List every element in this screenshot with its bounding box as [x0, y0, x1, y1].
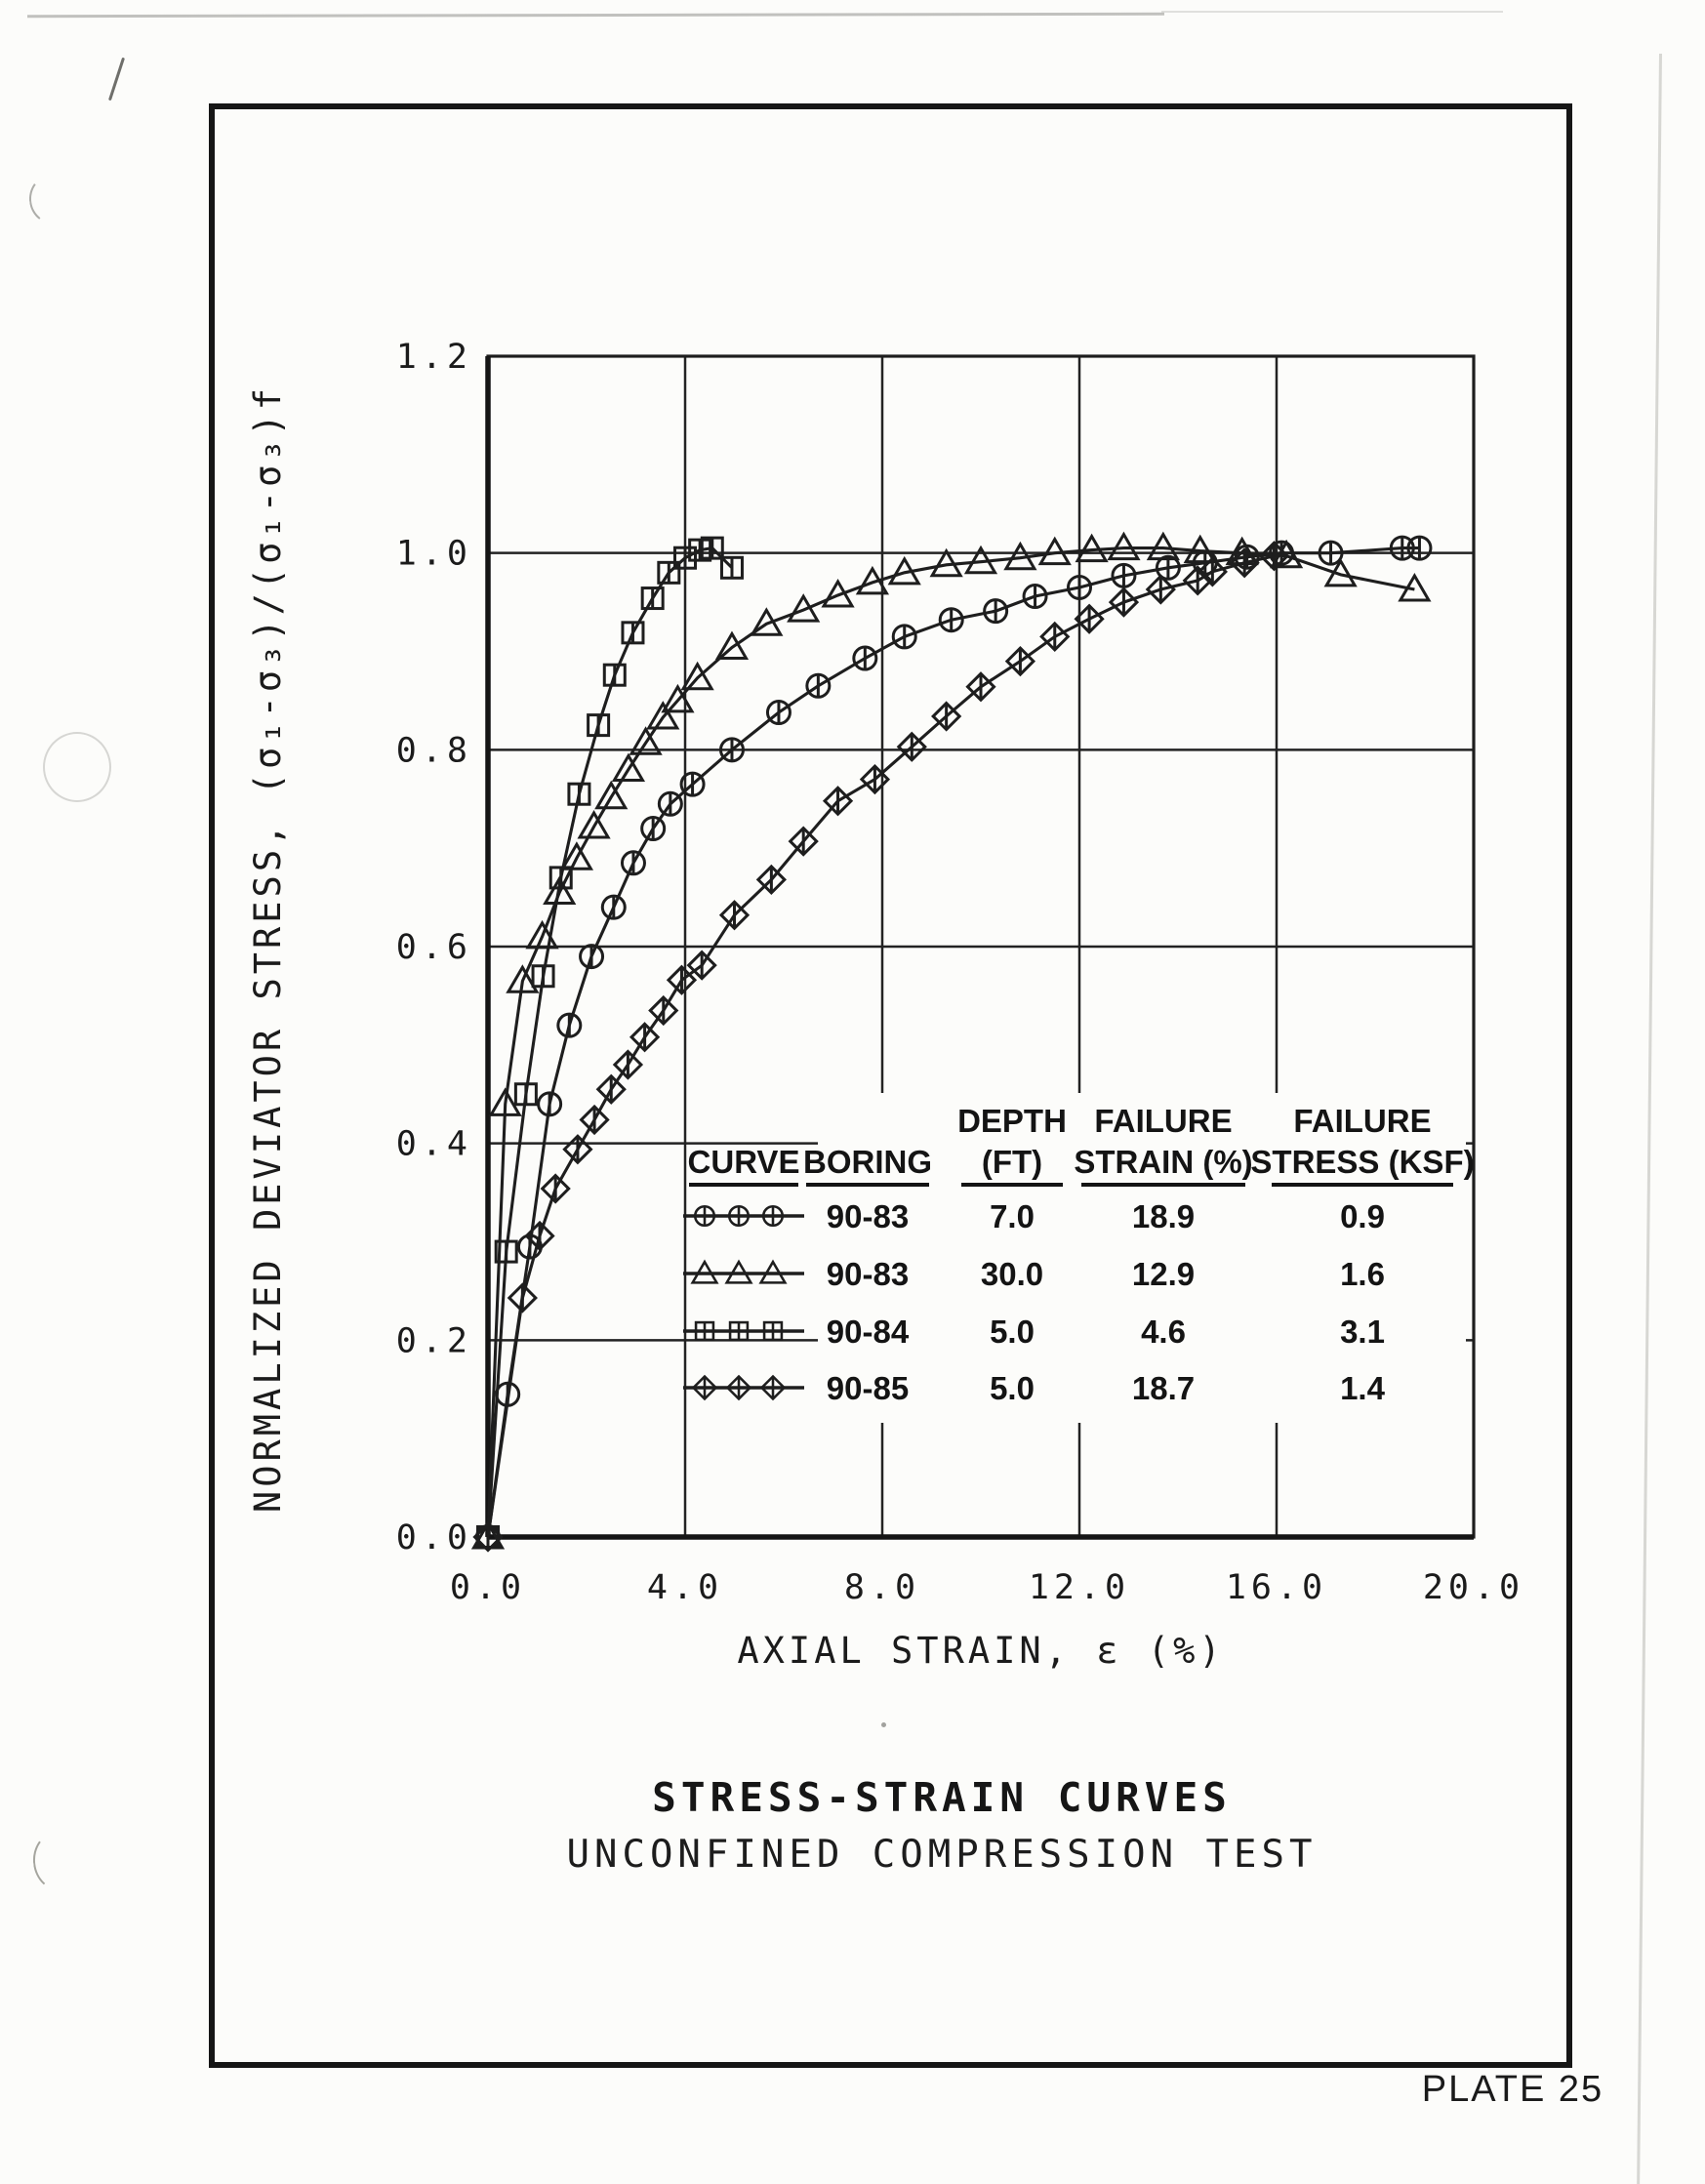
marker-diamond-icon	[509, 1284, 536, 1311]
y-tick-label: 1.0	[395, 534, 472, 574]
legend-header: STRAIN (%)	[1074, 1144, 1253, 1180]
legend-header: STRESS (KSF)	[1250, 1144, 1475, 1180]
marker-circle-icon	[602, 896, 625, 918]
x-tick-label: 12.0	[1028, 1568, 1131, 1607]
legend-cell: 7.0	[990, 1198, 1035, 1234]
marker-square-icon	[589, 715, 609, 736]
marker-circle-icon	[558, 1014, 581, 1036]
marker-circle-icon	[659, 792, 681, 815]
legend-cell: 4.6	[1141, 1314, 1186, 1350]
legend-header: FAILURE	[1094, 1103, 1233, 1139]
legend-cell: 90-83	[826, 1198, 910, 1234]
marker-diamond-icon	[689, 952, 715, 979]
marker-circle-icon	[581, 946, 603, 968]
legend-cell: 1.6	[1340, 1256, 1385, 1292]
y-tick-label: 0.0	[395, 1518, 472, 1557]
y-tick-label: 0.4	[395, 1124, 472, 1164]
legend-cell: 5.0	[990, 1370, 1035, 1406]
legend-header: BORING	[803, 1144, 932, 1180]
marker-square-icon	[623, 623, 643, 643]
title-block	[215, 1774, 1669, 1877]
marker-circle-icon	[807, 674, 830, 697]
marker-circle-icon	[1069, 576, 1091, 598]
y-tick-label: 1.2	[395, 338, 472, 377]
marker-square-icon	[604, 665, 625, 685]
marker-diamond-icon	[650, 997, 676, 1024]
legend-header: CURVE	[687, 1144, 800, 1180]
marker-circle-icon	[622, 852, 644, 874]
legend-header: DEPTH	[957, 1103, 1067, 1139]
y-tick-labels	[396, 338, 472, 1557]
chart-title: STRESS-STRAIN CURVES	[652, 1774, 1232, 1821]
marker-circle-icon	[854, 647, 876, 669]
legend-cell: 30.0	[980, 1256, 1044, 1292]
legend-cell: 1.4	[1340, 1370, 1385, 1406]
marker-diamond-icon	[582, 1107, 608, 1133]
legend-cell: 3.1	[1340, 1314, 1385, 1350]
x-axis-label: AXIAL STRAIN, ε (%)	[737, 1630, 1225, 1672]
marker-circle-icon	[767, 702, 790, 724]
legend-header: (FT)	[981, 1144, 1043, 1180]
legend-cell: 0.9	[1340, 1198, 1385, 1234]
legend-cell: 90-85	[826, 1370, 910, 1406]
marker-square-icon	[569, 784, 589, 804]
plate-label: PLATE 25	[1421, 2069, 1604, 2110]
legend-cell: 90-84	[826, 1314, 910, 1350]
legend-cell: 5.0	[990, 1314, 1035, 1350]
marker-diamond-icon	[1007, 648, 1034, 674]
chart-generated-layer	[396, 338, 1524, 1607]
y-tick-label: 0.8	[395, 731, 472, 771]
legend-cell: 90-83	[826, 1256, 910, 1292]
marker-square-icon	[533, 966, 553, 987]
y-axis-label: NORMALIZED DEVIATOR STRESS, (σ₁-σ₃)/(σ₁-σ₃)f	[247, 384, 289, 1514]
marker-circle-icon	[1024, 586, 1046, 608]
marker-circle-icon	[893, 626, 915, 648]
x-tick-label: 0.0	[449, 1568, 527, 1607]
legend-cell: 18.9	[1131, 1198, 1196, 1234]
marker-circle-icon	[985, 600, 1007, 623]
marker-diamond-icon	[669, 967, 695, 993]
marker-diamond-icon	[1111, 589, 1137, 616]
marker-circle-icon	[539, 1093, 561, 1115]
x-tick-label: 16.0	[1225, 1568, 1328, 1607]
legend-cell: 12.9	[1131, 1256, 1196, 1292]
y-tick-label: 0.6	[395, 928, 472, 967]
x-tick-label: 8.0	[843, 1568, 921, 1607]
marker-square-icon	[515, 1084, 536, 1105]
marker-circle-icon	[940, 609, 962, 631]
x-tick-labels	[450, 1568, 1524, 1607]
marker-diamond-icon	[615, 1052, 641, 1078]
legend-header: FAILURE	[1293, 1103, 1432, 1139]
marker-diamond-icon	[1041, 624, 1068, 650]
marker-diamond-icon	[631, 1024, 658, 1050]
y-tick-label: 0.2	[395, 1321, 472, 1361]
marker-diamond-icon	[598, 1076, 625, 1103]
legend-cell: 18.7	[1131, 1370, 1196, 1406]
marker-diamond-icon	[564, 1136, 590, 1162]
chart-subtitle: UNCONFINED COMPRESSION TEST	[566, 1833, 1318, 1877]
marker-diamond-icon	[543, 1176, 569, 1202]
x-tick-label: 4.0	[646, 1568, 724, 1607]
x-tick-label: 20.0	[1422, 1568, 1525, 1607]
marker-square-icon	[642, 588, 663, 609]
marker-circle-icon	[642, 818, 665, 840]
